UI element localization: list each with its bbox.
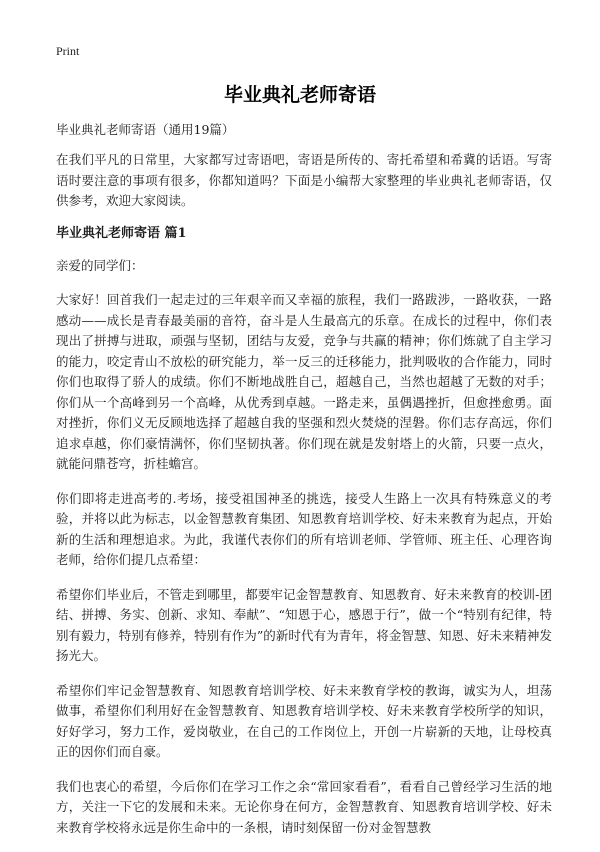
subtitle: 毕业典礼老师寄语（通用19篇） xyxy=(56,122,235,137)
greeting: 亲爱的同学们： xyxy=(56,257,144,273)
body-paragraph-2: 你们即将走进高考的.考场，接受祖国神圣的挑选，接受人生路上一次具有特殊意义的考验，并将以此为标志，以金智慧教育集团、知恩教育培训学校、好未来教育为起点，开始新的生活和理想追求。为此，我谨代表你们的所有培训老师、学管师、班主任、心理咨询老师，给你们提几点希望： xyxy=(56,490,552,567)
body-paragraph-3: 希望你们毕业后，不管走到哪里，都要牢记金智慧教育、知恩教育、好未来教育的校训-团结、拼搏、务实、创新、求知、奉献”、“知恩于心，感恩于行”，做一个“特别有纪律，特别有毅力，特别有修养，特别有作为”的新时代有为青年，将金智慧、知恩、好未来精神发扬光大。 xyxy=(56,586,552,663)
print-link[interactable]: Print xyxy=(56,44,80,58)
body-paragraph-4: 希望你们牢记金智慧教育、知恩教育培训学校、好未来教育学校的教诲，诚实为人，坦荡做事，希望你们利用好在金智慧教育、知恩教育培训学校、好未来教育学校所学的知识，好好学习，努力工作，爱岗敬业，在自己的工作岗位上，开创一片崭新的天地，让母校真正的因你们而自豪。 xyxy=(56,682,552,759)
intro-paragraph: 在我们平凡的日常里，大家都写过寄语吧，寄语是所传的、寄托希望和希冀的话语。写寄语时要注意的事项有很多，你都知道吗？下面是小编帮大家整理的毕业典礼老师寄语，仅供参考，欢迎大家阅读。 xyxy=(56,152,552,208)
body-paragraph-1: 大家好！回首我们一起走过的三年艰辛而又幸福的旅程，我们一路跋涉，一路收获，一路感动——成长是青春最美丽的音符，奋斗是人生最高亢的乐章。在成长的过程中，你们表现出了拼搏与进取，顽强与坚韧，团结与友爱，竞争与共赢的精神；你们炼就了自主学习的能力，咬定青山不放松的研究能力，举一反三的迁移能力，批判吸收的合作能力，同时你们也取得了骄人的成绩。你们不断地战胜自己，超越自己，当然也超越了无数的对手；你们从一个高峰到另一个高峰，从优秀到卓越。一路走来，虽偶遇挫折，但愈挫愈勇。面对挫折，你们义无反顾地选择了超越自我的坚强和烈火焚烧的涅磐。你们志存高远，你们追求卓越，你们豪情满怀，你们坚韧执著。你们现在就是发射塔上的火箭，只要一点火，就能问鼎苍穹，折桂蟾宫。 xyxy=(56,292,552,471)
page-title: 毕业典礼老师寄语 xyxy=(223,84,376,106)
section-heading: 毕业典礼老师寄语 篇1 xyxy=(56,225,187,241)
body-paragraph-5: 我们也衷心的希望，今后你们在学习工作之余“常回家看看”，看看自己曾经学习生活的地方，关注一下它的发展和未来。无论你身在何方，金智慧教育、知恩教育培训学校、好未来教育学校将永远是你生命中的一条根，请时刻保留一份对金智慧教 xyxy=(56,778,552,835)
article-body xyxy=(56,150,552,852)
